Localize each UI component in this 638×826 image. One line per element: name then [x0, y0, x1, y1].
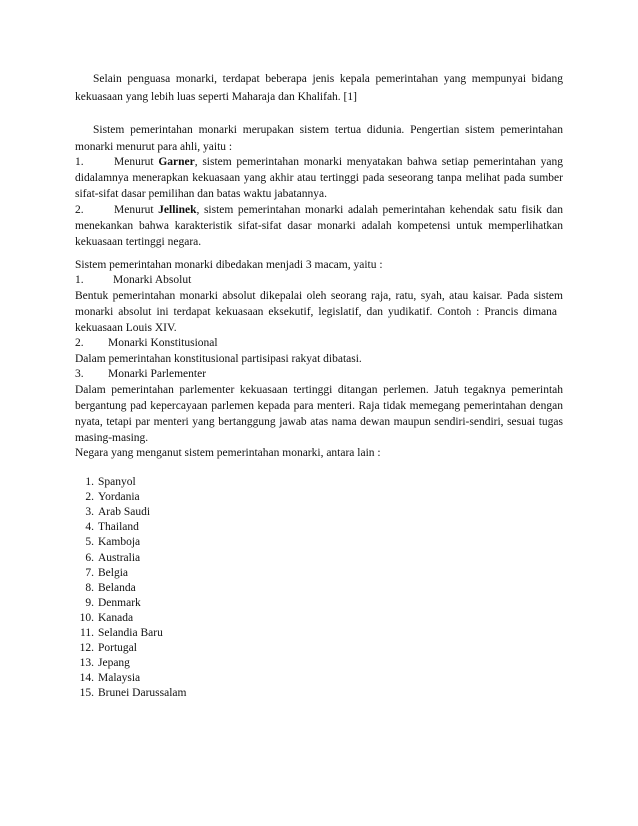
list-item-number: 9. [85, 596, 94, 609]
jellinek-prefix: Menurut [114, 204, 159, 216]
list-item-number: 5. [85, 536, 94, 549]
list-item-number: 11. [80, 627, 94, 639]
country-name: Spanyol [98, 476, 136, 488]
type-2-title: Monarki Konstitusional [108, 337, 218, 349]
country-name: Selandia Baru [98, 627, 163, 639]
list-item [73, 535, 140, 549]
list-item-number: 13. [79, 657, 94, 670]
list-item-number: 6. [85, 551, 94, 564]
type-3-line-3: nyata, tetapi par menteri yang bertanggung jawab atas nama dewan maupun sendiri-sendiri, sesuai tugas [75, 416, 563, 428]
list-number: 2. [75, 337, 84, 349]
list-item-number: 2. [85, 491, 94, 504]
garner-prefix: Menurut [114, 156, 159, 168]
jellinek-rest: , sistem pemerintahan monarki adalah pemerintahan kehendak satu fisik dan [196, 204, 563, 216]
list-item [73, 686, 186, 700]
type-1-line-3: kekuasaan Louis XIV. [75, 322, 177, 334]
list-item [73, 611, 133, 625]
list-number: 3. [75, 368, 84, 380]
list-item-number: 14. [79, 672, 94, 685]
type-3-title: Monarki Parlementer [108, 368, 207, 380]
type-3-line-1: Dalam pemerintahan parlementer kekuasaan tertinggi ditangan perlemen. Jatuh tegaknya pemerintah [75, 384, 563, 396]
list-item-number: 4. [85, 521, 94, 534]
list-item-number: 10. [79, 611, 94, 624]
list-item [73, 566, 128, 580]
country-name: Belgia [98, 566, 129, 579]
type-1-title: Monarki Absolut [113, 274, 192, 286]
paragraph-1-line-1: Selain penguasa monarki, terdapat beberapa jenis kepala pemerintahan yang mempunyai bidang [93, 73, 563, 85]
list-item [73, 656, 130, 670]
list-item [73, 551, 140, 565]
list-item [73, 581, 136, 595]
country-name: Brunei Darussalam [98, 687, 187, 700]
country-name: Yordania [98, 491, 140, 504]
garner-line-3: sifat-sifat dasar pemilihan dan batas waktu jabatannya. [75, 188, 327, 200]
country-name: Kanada [98, 611, 134, 624]
jellinek-line-2: menekankan bahwa karakteristik sifat-sifat dasar monarki adalah kompetensi untuk memperlihatkan [75, 220, 563, 232]
garner-line-1 [114, 155, 563, 169]
list-item-number: 15. [79, 687, 94, 700]
jellinek-line-1 [114, 203, 563, 217]
list-number: 1. [75, 156, 84, 168]
garner-line-2: didalamnya menerapkan kekuasaan yang akhir atau tertinggi pada seseorang tanpa melihat pada sumber [75, 172, 563, 184]
jellinek-name: Jellinek [158, 204, 197, 216]
country-name: Portugal [98, 642, 137, 655]
garner-name: Garner [158, 156, 195, 168]
country-name: Australia [98, 551, 141, 564]
garner-rest: , sistem pemerintahan monarki menyatakan bahwa setiap pemerintahan yang [194, 156, 563, 168]
country-name: Belanda [98, 581, 136, 594]
list-item-number: 3. [85, 506, 94, 519]
paragraph-2-line-1: Sistem pemerintahan monarki merupakan sistem tertua didunia. Pengertian sistem pemerintahan [93, 124, 563, 136]
country-name: Denmark [98, 596, 141, 609]
type-2-line-1: Dalam pemerintahan konstitusional partisipasi rakyat dibatasi. [75, 353, 362, 365]
type-3-line-2: bergantung pad kepercayaan parlemen kepada para menteri. Raja tidak memegang pemerintahan dengan [75, 400, 563, 412]
list-item-number: 7. [85, 566, 94, 579]
list-item [73, 520, 139, 534]
list-item [73, 641, 137, 655]
country-name: Kamboja [98, 536, 141, 549]
list-item [73, 596, 141, 610]
type-3-line-4: masing-masing. [75, 432, 149, 444]
paragraph-2-line-2: monarki menurut para ahli, yaitu : [75, 141, 233, 153]
list-item-number: 8. [85, 581, 94, 594]
list-number: 2. [75, 204, 84, 216]
paragraph-1-line-2: kekuasaan yang lebih luas seperti Maharaja dan Khalifah. [1] [75, 91, 357, 103]
type-1-line-2: monarki absolut ini terdapat kekuasaan eksekutif, legislatif, dan yudikatif. Contoh : Prancis dimana [75, 306, 557, 318]
types-intro: Sistem pemerintahan monarki dibedakan menjadi 3 macam, yaitu : [75, 259, 383, 271]
country-name: Arab Saudi [98, 506, 151, 519]
country-name: Malaysia [98, 672, 141, 685]
list-item [73, 671, 140, 685]
list-item [73, 505, 150, 519]
type-1-line-1: Bentuk pemerintahan monarki absolut dikepalai oleh seorang raja, ratu, syah, atau kaisar. Pada sistem [75, 290, 563, 302]
list-number: 1. [75, 274, 84, 286]
list-item [73, 626, 163, 640]
country-name: Jepang [98, 657, 130, 670]
countries-intro: Negara yang menganut sistem pemerintahan monarki, antara lain : [75, 447, 381, 459]
jellinek-line-3: kekuasaan tertinggi negara. [75, 236, 202, 248]
country-name: Thailand [98, 521, 139, 534]
list-item-number: 1. [85, 476, 94, 488]
list-item [73, 475, 136, 489]
list-item-number: 12. [79, 642, 94, 655]
list-item [73, 490, 140, 504]
